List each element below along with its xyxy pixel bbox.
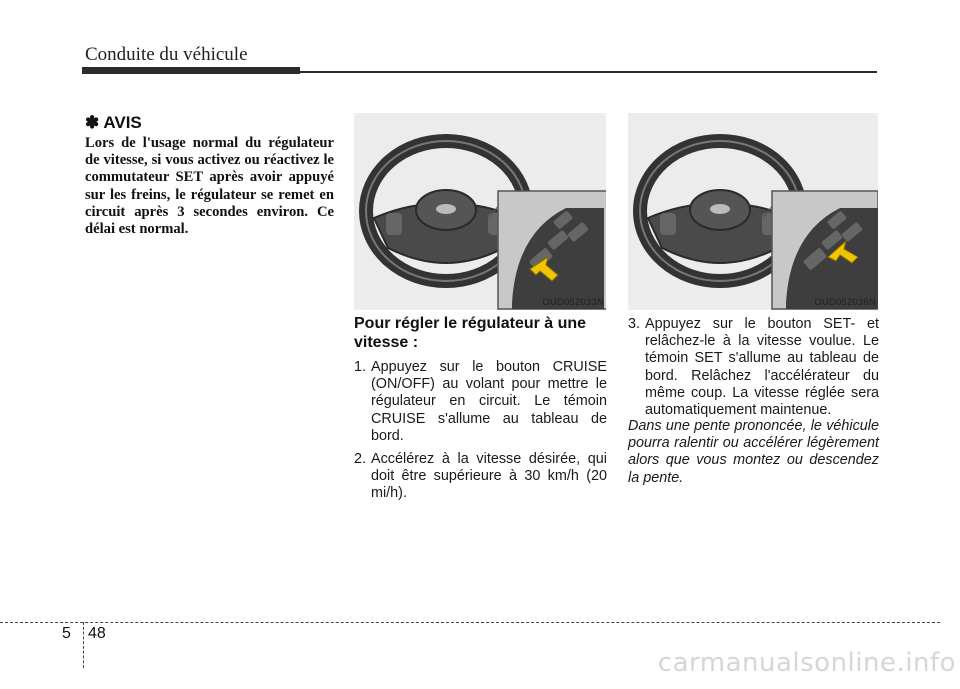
slope-note: Dans une pente prononcée, le véhicule pourra ralentir ou accélérer légèrement alors que vous montez ou descendez la pente. [628,418,879,486]
step-text: Appuyez sur le bouton CRUISE (ON/OFF) au volant pour mettre le régulateur en circuit. Le témoin CRUISE s'allume au tableau de bord. [371,359,607,444]
steps-list-left [354,359,607,509]
figure-cruise-button [354,113,606,310]
header-divider-thick [82,67,300,74]
step-number: 1. [354,359,367,375]
figure-caption: OUD052036N [814,297,876,308]
steering-wheel-icon [354,113,606,310]
page-header-title: Conduite du véhicule [85,44,248,65]
list-item [354,359,607,445]
step-text: Appuyez sur le bouton SET- et relâchez-le à la vitesse voulue. Le témoin SET s'allume au tableau de bord. Relâchez l'accélérateur du même coup. La vitesse réglée sera automatiquement maintenue. [645,316,879,419]
figure-caption: OUD052033N [542,297,604,308]
step-text: Accélérez à la vitesse désirée, qui doit être supérieure à 30 km/h (20 mi/h). [371,451,607,502]
list-item [354,451,607,503]
step-number: 2. [354,451,367,468]
list-item [628,316,879,419]
header-divider-thin [300,71,877,73]
figure-set-button [628,113,878,310]
steering-wheel-icon [628,113,878,310]
chapter-number: 5 [62,625,71,642]
footer-page-separator [83,622,84,668]
step-number: 3. [628,316,641,332]
section-title: Pour régler le régulateur à une vitesse : [354,315,587,351]
footer-divider [0,622,940,623]
notice-heading: ✽ AVIS [85,113,142,132]
page-number: 48 [88,625,106,642]
steps-list-right [628,316,879,425]
site-watermark: carmanualsonline.info [657,648,956,678]
notice-body: Lors de l'usage normal du régulateur de vitesse, si vous activez ou réactivez le commutateur SET après avoir appuyé sur les freins, le régulateur se remet en circuit après 3 secondes environ. Ce délai est normal. [85,135,334,238]
